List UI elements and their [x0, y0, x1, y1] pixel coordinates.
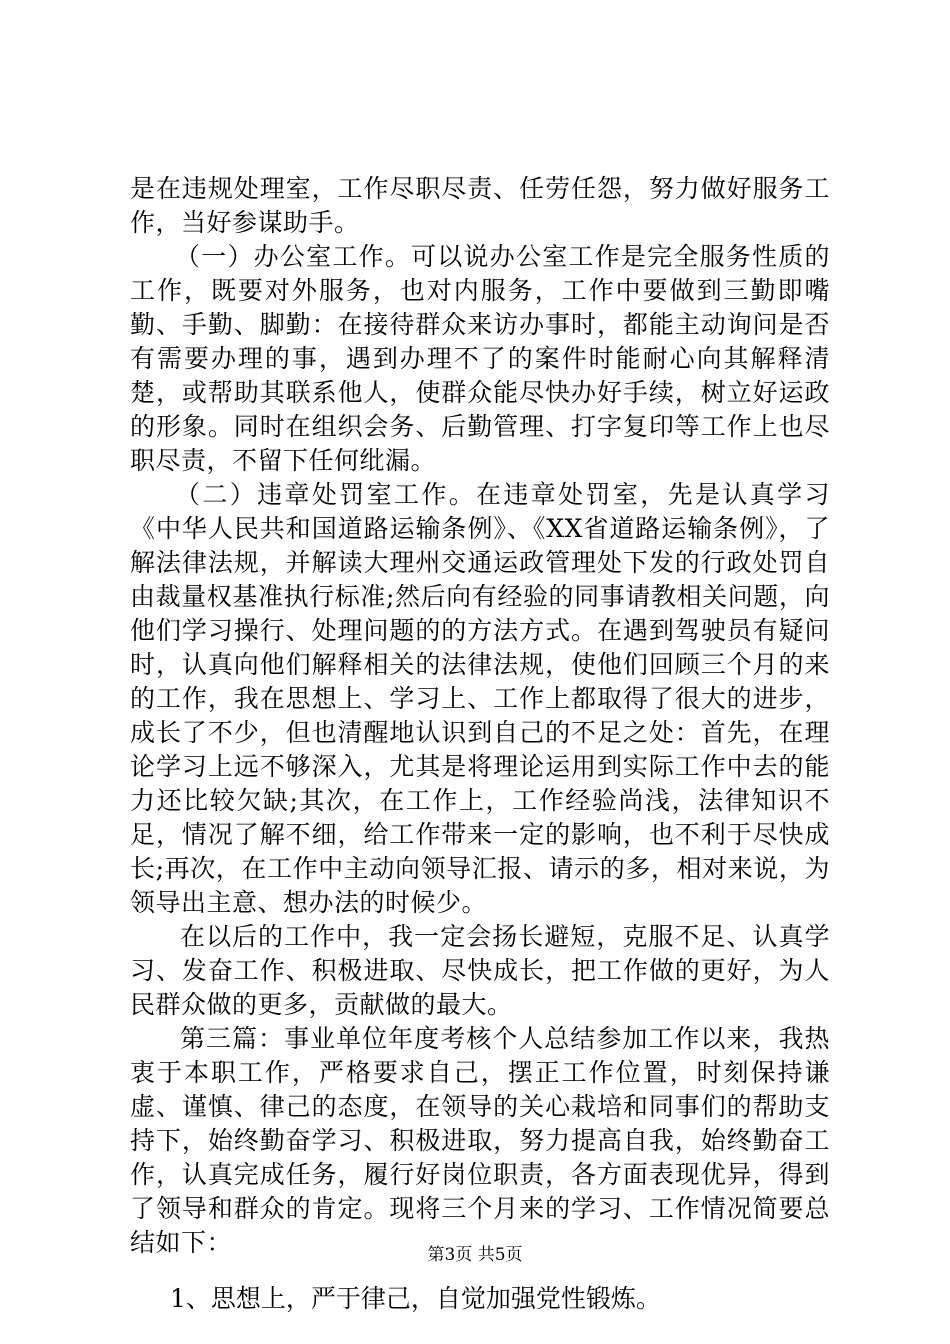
paragraph-violation-office: （二）违章处罚室工作。在违章处罚室，先是认真学习《中华人民共和国道路运输条例》、《XX省道路运输条例》，了解法律法规，并解读大理州交通运政管理处下发的行政处罚自由裁量权基准执行标准;然后向有经验的同事请教相关问题，向他们学习操行、处理问题的的方法方式。在遇到驾驶员有疑问时，认真向他们解释相关的法律法规，使他们回顾三个月的来的工作，我在思想上、学习上、工作上都取得了很大的进步，成长了不少，但也清醒地认识到自己的不足之处：首先，在理论学习上远不够深入，尤其是将理论运用到实际工作中去的能力还比较欠缺;其次，在工作上，工作经验尚浅，法律知识不足，情况了解不细，给工作带来一定的影响，也不利于尽快成长;再次，在工作中主动向领导汇报、请示的多，相对来说，为领导出主意、想办法的时候少。: [130, 480, 830, 917]
paragraph-office-work: （一）办公室工作。可以说办公室工作是完全服务性质的工作，既要对外服务，也对内服务，工作中要做到三勤即嘴勤、手勤、脚勤：在接待群众来访办事时，都能主动询问是否有需要办理的事，遇到办理不了的案件时能耐心向其解释清楚，或帮助其联系他人，使群众能尽快办好手续，树立好运政的形象。同时在组织会务、后勤管理、打字复印等工作上也尽职尽责，不留下任何纰漏。: [130, 242, 830, 475]
page-number: 第3页 共5页: [427, 1245, 523, 1265]
document-body: [130, 172, 830, 1341]
list-item-ideology: 1、思想上，严于律己，自觉加强党性锻炼。: [170, 1284, 661, 1313]
paragraph-third-article: 第三篇：事业单位年度考核个人总结参加工作以来，我热衷于本职工作，严格要求自己，摆正工作位置，时刻保持谦虚、谨慎、律己的态度，在领导的关心栽培和同事们的帮助支持下，始终勤奋学习、积极进取，努力提高自我，始终勤奋工作，认真完成任务，履行好岗位职责，各方面表现优异，得到了领导和群众的肯定。现将三个月来的学习、工作情况简要总结如下：: [130, 1024, 830, 1257]
paragraph-continuation: 是在违规处理室，工作尽职尽责、任劳任怨，努力做好服务工作，当好参谋助手。: [130, 174, 830, 237]
paragraph-future-work: 在以后的工作中，我一定会扬长避短，克服不足、认真学习、发奋工作、积极进取、尽快成长，把工作做的更好，为人民群众做的更多，贡献做的最大。: [130, 922, 830, 1019]
